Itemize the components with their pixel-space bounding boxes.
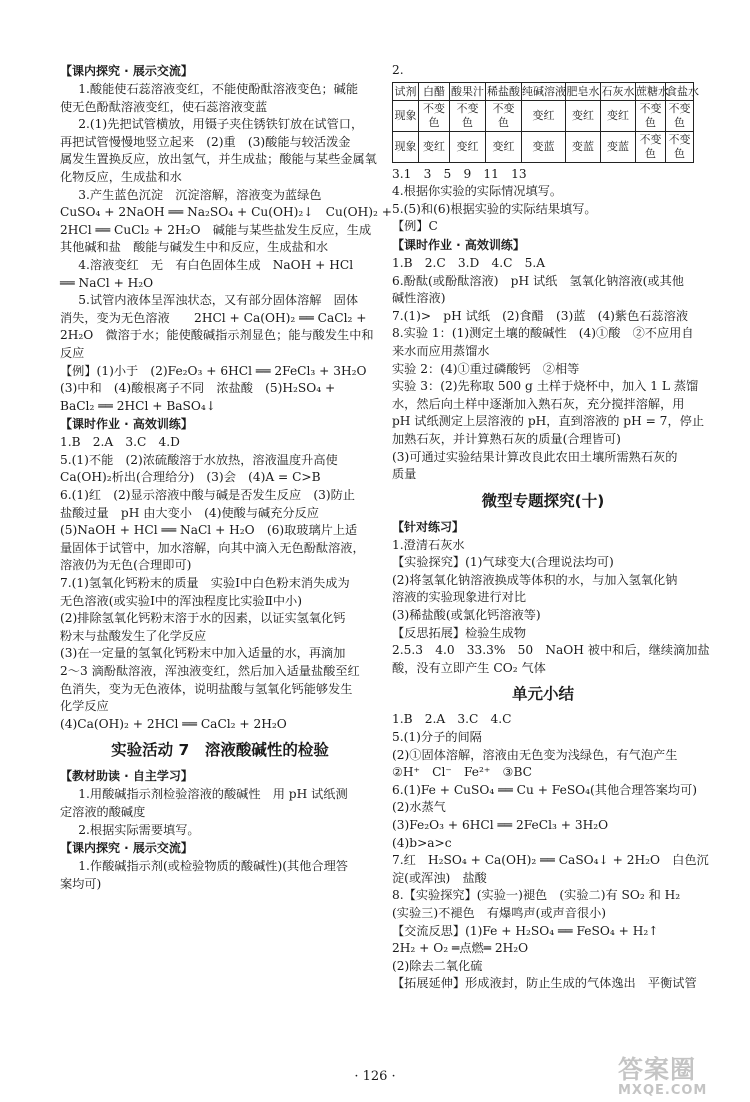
text-line: 消失，变为无色溶液 2HCl + Ca(OH)₂ ══ CaCl₂ + <box>60 310 367 325</box>
text-line: 属发生置换反应，放出氢气，并生成盐；酸能与某些金属氧 <box>60 152 377 167</box>
table-cell: 不变 色 <box>666 131 694 162</box>
text-line: 3.1 3 5 9 11 13 <box>392 166 527 181</box>
text-line: 【反思拓展】检验生成物 <box>392 625 527 640</box>
text-line: 【例】(1)小于 (2)Fe₂O₃ + 6HCl ══ 2FeCl₃ + 3H₂O <box>60 363 367 378</box>
text-line: 酸，没有立即产生 CO₂ 气体 <box>392 660 546 675</box>
text-line: 5.(5)和(6)根据实验的实际结果填写。 <box>392 201 597 216</box>
table-cell: 变红 <box>566 100 601 131</box>
text-line: 溶液仍为无色(合理即可) <box>60 558 192 573</box>
text-line: 来水而应用蒸馏水 <box>392 343 490 358</box>
table-cell: 食盐水 <box>666 82 694 100</box>
text-line: (5)NaOH + HCl ══ NaCl + H₂O (6)取玻璃片上适 <box>60 523 358 538</box>
table-cell: 稀盐酸 <box>486 82 522 100</box>
section-header: 【课时作业 · 高效训练】 <box>392 237 525 252</box>
watermark-url: MXQE.COM <box>618 1083 708 1098</box>
table-cell: 变蓝 <box>601 131 636 162</box>
text-line: 碱性溶液) <box>392 291 446 306</box>
table-cell: 变红 <box>450 131 486 162</box>
text-line: 2.根据实际需要填写。 <box>78 822 200 837</box>
page-number: · 126 · <box>354 1069 396 1084</box>
text-line: 8.实验 1：(1)测定土壤的酸碱性 (4)①酸 ②不应用自 <box>392 326 694 341</box>
text-line: 4.根据你实验的实际情况填写。 <box>392 184 563 199</box>
text-line: 案均可) <box>60 876 102 891</box>
section-header: 【教材助读 · 自主学习】 <box>60 769 193 784</box>
table-cell: 纯碱溶液 <box>522 82 566 100</box>
table-cell: 现象 <box>393 131 419 162</box>
text-line: 实验 2：(4)①重过磷酸钙 ②相等 <box>392 361 580 376</box>
text-line: (3)可通过实验结果计算改良此农田土壤所需熟石灰的 <box>392 449 678 464</box>
text-line: 2H₂O 微溶于水；能使酸碱指示剂显色；能与酸发生中和 <box>60 328 374 343</box>
section-header: 【课内探究 · 展示交流】 <box>60 64 193 78</box>
right-column <box>392 62 710 993</box>
table-cell: 变红 <box>419 131 450 162</box>
table-cell: 变红 <box>522 100 566 131</box>
text-line: (3)稀盐酸(或氯化钙溶液等) <box>392 608 541 623</box>
text-line: 反应 <box>60 345 85 360</box>
table-cell: 不变 色 <box>486 100 522 131</box>
text-line: 定溶液的酸碱度 <box>60 804 146 819</box>
text-line: (2)将氢氧化钠溶液换成等体积的水，与加入氢氧化钠 <box>392 572 678 587</box>
text-line: Ca(OH)₂析出(合理给分) (3)会 (4)A = C>B <box>60 470 321 485</box>
table-cell: 白醋 <box>419 82 450 100</box>
text-line: (实验三)不褪色 有爆鸣声(或声音很小) <box>392 905 607 920</box>
text-line: 1.酸能使石蕊溶液变红，不能使酚酞溶液变色；碱能 <box>78 82 359 96</box>
table-cell: 变蓝 <box>566 131 601 162</box>
text-line: 3.产生蓝色沉淀 沉淀溶解，溶液变为蓝绿色 <box>78 187 322 202</box>
table-prefix: 2. <box>392 63 404 77</box>
text-line: 1.B 2.A 3.C 4.C <box>392 712 512 727</box>
text-line: 【交流反思】(1)Fe + H₂SO₄ ══ FeSO₄ + H₂↑ <box>392 923 659 938</box>
text-line: 色消失，变为无色液体，说明盐酸与氢氧化钙能够发生 <box>60 681 353 696</box>
text-line: 溶液的实验现象进行对比 <box>392 590 527 605</box>
section-header: 【针对练习】 <box>392 519 465 534</box>
text-line: (2)除去二氧化硫 <box>392 958 483 973</box>
table-cell: 变蓝 <box>522 131 566 162</box>
experiment-table <box>392 82 699 163</box>
table-row <box>393 100 694 131</box>
table-row <box>393 131 694 162</box>
table-cell: 不变 色 <box>636 100 666 131</box>
text-line: 无色溶液(或实验Ⅰ中的浑浊程度比实验Ⅱ中小) <box>60 593 302 608</box>
text-line: 2～3 滴酚酞溶液，浑浊液变红，然后加入适量盐酸至红 <box>60 664 360 678</box>
text-line: 水，然后向土样中逐渐加入熟石灰，充分搅拌溶解，用 <box>392 396 685 411</box>
text-line: 化学反应 <box>60 699 109 714</box>
text-line: CuSO₄ + 2NaOH ══ Na₂SO₄ + Cu(OH)₂↓ Cu(OH)₂ + <box>60 205 392 220</box>
text-line: (2)水蒸气 <box>392 800 446 815</box>
table-cell: 不变 色 <box>636 131 666 162</box>
text-line: 实验 3：(2)先称取 500 g 土样于烧杯中，加入 1 L 蒸馏 <box>392 379 699 394</box>
text-line: 盐酸过量 pH 由大变小 (4)使酸与碱充分反应 <box>60 505 319 520</box>
left-column <box>60 62 392 893</box>
section-header: 【课时作业 · 高效训练】 <box>60 417 193 432</box>
text-line: 1.澄清石灰水 <box>392 537 465 552</box>
text-line: (2)排除氢氧化钙粉末溶于水的因素，以证实氢氧化钙 <box>60 611 346 626</box>
text-line: (3)在一定量的氢氧化钙粉末中加入适量的水，再滴加 <box>60 646 346 661</box>
text-line: 【拓展延伸】形成液封，防止生成的气体逸出 平衡试管 <box>392 976 697 991</box>
table-cell: 不变 色 <box>666 100 694 131</box>
text-line: 6.酚酞(或酚酞溶液) pH 试纸 氢氧化钠溶液(或其他 <box>392 273 684 288</box>
text-line: 【例】C <box>392 219 438 234</box>
text-line: (3)中和 (4)酸根离子不同 浓盐酸 (5)H₂SO₄ + <box>60 381 336 396</box>
text-line: 淀(或浑浊) 盐酸 <box>392 870 487 885</box>
section-title: 单元小结 <box>511 685 574 704</box>
text-line: pH 试纸测定上层溶液的 pH，直到溶液的 pH = 7，停止 <box>392 414 705 429</box>
text-line: 2H₂ + O₂ ═点燃═ 2H₂O <box>392 941 529 956</box>
watermark-text: 答案圈 <box>618 1055 697 1084</box>
text-line: 2HCl ══ CuCl₂ + 2H₂O 碱能与某些盐发生反应，生成 <box>60 222 372 237</box>
table-cell: 变红 <box>601 100 636 131</box>
text-line: 5.(1)分子的间隔 <box>392 730 482 745</box>
text-line: (4)b>a>c <box>392 835 452 850</box>
section-header: 【课内探究 · 展示交流】 <box>60 841 193 856</box>
text-line: 【实验探究】(1)气球变大(合理说法均可) <box>392 555 614 570</box>
text-line: 7.(1)氢氧化钙粉末的质量 实验Ⅰ中白色粉末消失成为 <box>60 576 350 591</box>
text-line: (2)①固体溶解，溶液由无色变为浅绿色，有气泡产生 <box>392 747 678 762</box>
text-line: ②H⁺ Cl⁻ Fe²⁺ ③BC <box>392 765 532 780</box>
text-line: 5.(1)不能 (2)浓硫酸溶于水放热，溶液温度升高使 <box>60 452 338 467</box>
text-line: 2.(1)先把试管横放，用镊子夹住锈铁钉放在试管口， <box>78 117 364 132</box>
text-line: 其他碱和盐 酸能与碱发生中和反应，生成盐和水 <box>60 240 329 255</box>
text-line: 7.红 H₂SO₄ + Ca(OH)₂ ══ CaSO₄↓ + 2H₂O 白色沉 <box>392 853 709 868</box>
table-row <box>393 82 694 100</box>
text-line: 2.5.3 4.0 33.3% 50 NaOH 被中和后，继续滴加盐 <box>392 643 710 658</box>
watermark-logo <box>618 1056 736 1100</box>
table-cell: 不变 色 <box>450 100 486 131</box>
text-line: BaCl₂ ══ 2HCl + BaSO₄↓ <box>60 398 216 413</box>
text-line: 7.(1)> pH 试纸 (2)食醋 (3)蓝 (4)紫色石蕊溶液 <box>392 308 689 323</box>
text-line: ══ NaCl + H₂O <box>60 275 154 290</box>
text-line: 质量 <box>392 467 417 482</box>
text-line: 5.试管内液体呈浑浊状态，又有部分固体溶解 固体 <box>78 293 359 308</box>
text-line: 1.作酸碱指示剂(或检验物质的酸碱性)(其他合理答 <box>78 859 348 874</box>
table-cell: 现象 <box>393 100 419 131</box>
text-line: 6.(1)红 (2)显示溶液中酸与碱是否发生反应 (3)防止 <box>60 488 355 503</box>
table-cell: 酸果汁 <box>450 82 486 100</box>
text-line: 8.【实验探究】(实验一)褪色 (实验二)有 SO₂ 和 H₂ <box>392 888 681 903</box>
text-line: 粉末与盐酸发生了化学反应 <box>60 628 207 643</box>
table-cell: 变红 <box>486 131 522 162</box>
text-line: 1.用酸碱指示剂检验溶液的酸碱性 用 pH 试纸测 <box>78 787 348 802</box>
text-line: 6.(1)Fe + CuSO₄ ══ Cu + FeSO₄(其他合理答案均可) <box>392 782 698 797</box>
table-cell: 不变 色 <box>419 100 450 131</box>
table-cell: 蔗糖水 <box>636 82 666 100</box>
text-line: 加熟石灰，并计算熟石灰的质量(合理皆可) <box>392 431 621 446</box>
text-line: 量固体于试管中，加水溶解，向其中滴入无色酚酞溶液， <box>60 540 365 555</box>
table-cell: 试剂 <box>393 82 419 100</box>
table-cell: 石灰水 <box>601 82 636 100</box>
section-title: 微型专题探究(十) <box>481 491 605 510</box>
section-title: 实验活动 7 溶液酸碱性的检验 <box>111 741 329 760</box>
text-line: (3)Fe₂O₃ + 6HCl ══ 2FeCl₃ + 3H₂O <box>392 818 609 832</box>
text-line: 化物反应，生成盐和水 <box>60 169 182 184</box>
text-line: 使无色酚酞溶液变红，使石蕊溶液变蓝 <box>60 99 268 114</box>
text-line: 4.溶液变红 无 有白色固体生成 NaOH + HCl <box>78 257 354 272</box>
text-line: 再把试管慢慢地竖立起来 (2)重 (3)酸能与较活泼金 <box>60 134 351 149</box>
text-line: 1.B 2.C 3.D 4.C 5.A <box>392 255 546 270</box>
text-line: 1.B 2.A 3.C 4.D <box>60 435 180 450</box>
table-cell: 肥皂水 <box>566 82 601 100</box>
text-line: (4)Ca(OH)₂ + 2HCl ══ CaCl₂ + 2H₂O <box>60 716 287 731</box>
